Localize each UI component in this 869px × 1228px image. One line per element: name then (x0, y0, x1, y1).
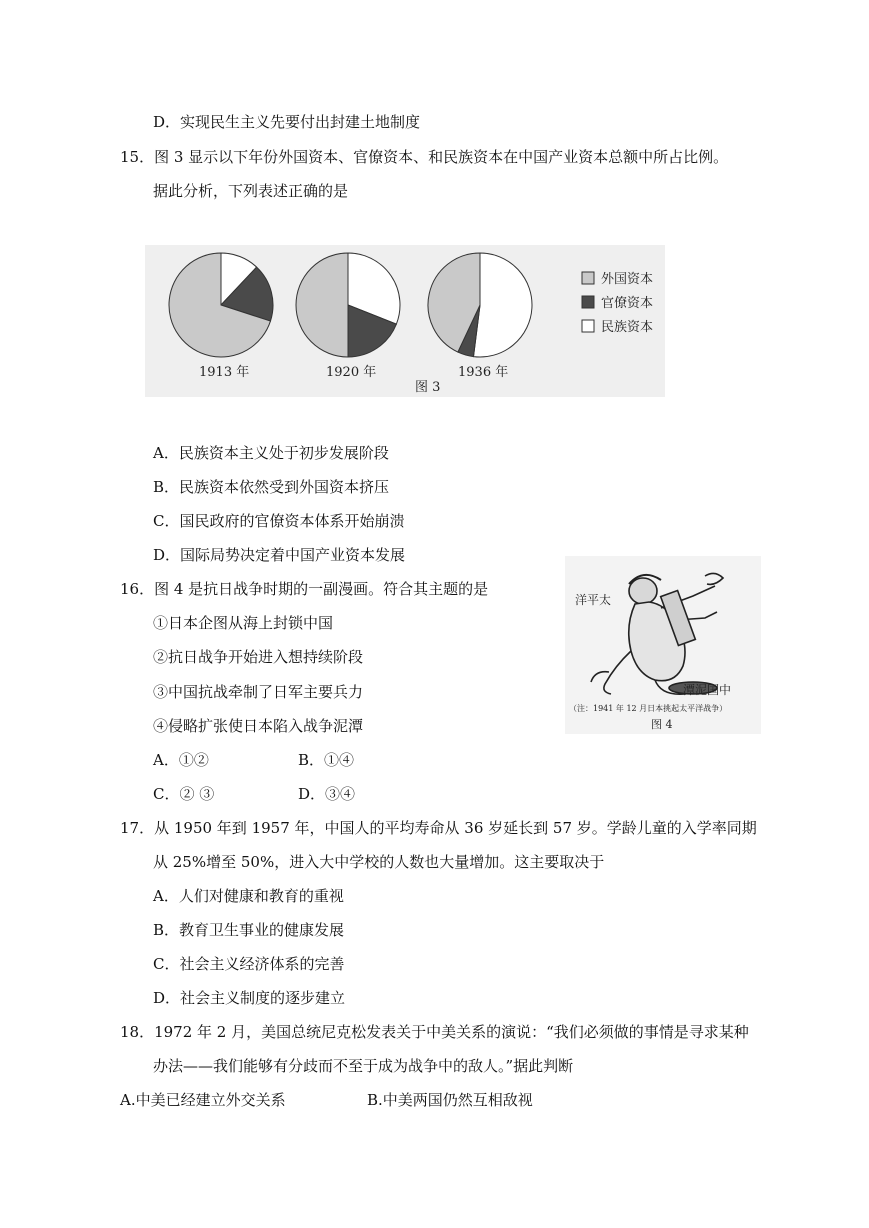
q17-stem-line1: 17．从 1950 年到 1957 年，中国人的平均寿命从 36 岁延长到 57 岁。学龄儿童的入学率同期 (120, 819, 757, 837)
pie-year-label: 1936 年 (458, 365, 509, 380)
q15-option-c: C．国民政府的官僚资本体系开始崩溃 (153, 512, 405, 530)
pie-year-label: 1913 年 (199, 365, 250, 380)
q16-option-b: B．①④ (298, 751, 355, 769)
q15-option-a: A．民族资本主义处于初步发展阶段 (153, 444, 389, 462)
figure-4-caption: 图 4 (651, 718, 673, 731)
legend-label-national: 民族资本 (601, 320, 654, 335)
figure-3-caption: 图 3 (415, 380, 441, 395)
q18-stem-line1: 18．1972 年 2 月，美国总统尼克松发表关于中美关系的演说：“我们必须做的事情是寻求某种 (120, 1023, 749, 1041)
cartoon-label-right: 潭泥国中 (683, 683, 732, 697)
figure-4-cartoon (565, 556, 761, 734)
legend-label-bureaucratic: 官僚资本 (601, 296, 654, 311)
cartoon-note: （注：1941 年 12 月日本挑起太平洋战争） (569, 704, 728, 713)
pie-slice-1920-foreign (296, 253, 348, 357)
q17-option-b: B．教育卫生事业的健康发展 (153, 921, 345, 939)
legend-swatch-foreign (582, 272, 594, 284)
q18-option-b: B.中美两国仍然互相敌视 (367, 1091, 533, 1109)
pie-year-label: 1920 年 (326, 365, 377, 380)
q15-stem-line1: 15．图 3 显示以下年份外国资本、官僚资本、和民族资本在中国产业资本总额中所占比例。 (120, 148, 729, 166)
figure-3-pie-charts (145, 245, 665, 397)
cartoon-soldier-illustration (591, 573, 723, 694)
legend-swatch-national (582, 320, 594, 332)
q17-option-d: D．社会主义制度的逐步建立 (153, 989, 346, 1007)
q15-option-d: D．国际局势决定着中国产业资本发展 (153, 546, 406, 564)
q16-item-1: ①日本企图从海上封锁中国 (153, 614, 334, 632)
q15-stem-line2: 据此分析，下列表述正确的是 (153, 182, 349, 200)
q16-item-3: ③中国抗战牵制了日军主要兵力 (153, 683, 364, 701)
legend-swatch-bureaucratic (582, 296, 594, 308)
pie-slice-1936-national (473, 253, 532, 357)
q16-stem: 16．图 4 是抗日战争时期的一副漫画。符合其主题的是 (120, 580, 489, 598)
q18-stem-line2: 办法——我们能够有分歧而不至于成为战争中的敌人。”据此判断 (153, 1057, 574, 1075)
q16-item-2: ②抗日战争开始进入想持续阶段 (153, 648, 364, 666)
cartoon-label-left: 洋平太 (575, 593, 612, 607)
q16-option-d: D．③④ (298, 785, 356, 803)
q16-option-c: C．② ③ (153, 785, 215, 803)
legend (582, 271, 653, 335)
q17-option-c: C．社会主义经济体系的完善 (153, 955, 345, 973)
q16-item-4: ④侵略扩张使日本陷入战争泥潭 (153, 717, 364, 735)
q17-stem-line2: 从 25%增至 50%，进入大中学校的人数也大量增加。这主要取决于 (153, 853, 605, 871)
q15-option-b: B．民族资本依然受到外国资本挤压 (153, 478, 390, 496)
q14-option-d: D．实现民生主义先要付出封建土地制度 (153, 113, 421, 131)
legend-label-foreign: 外国资本 (601, 272, 654, 287)
q17-option-a: A．人们对健康和教育的重视 (153, 887, 344, 905)
q16-option-a: A．①② (153, 751, 209, 769)
q18-option-a: A.中美已经建立外交关系 (120, 1091, 286, 1109)
